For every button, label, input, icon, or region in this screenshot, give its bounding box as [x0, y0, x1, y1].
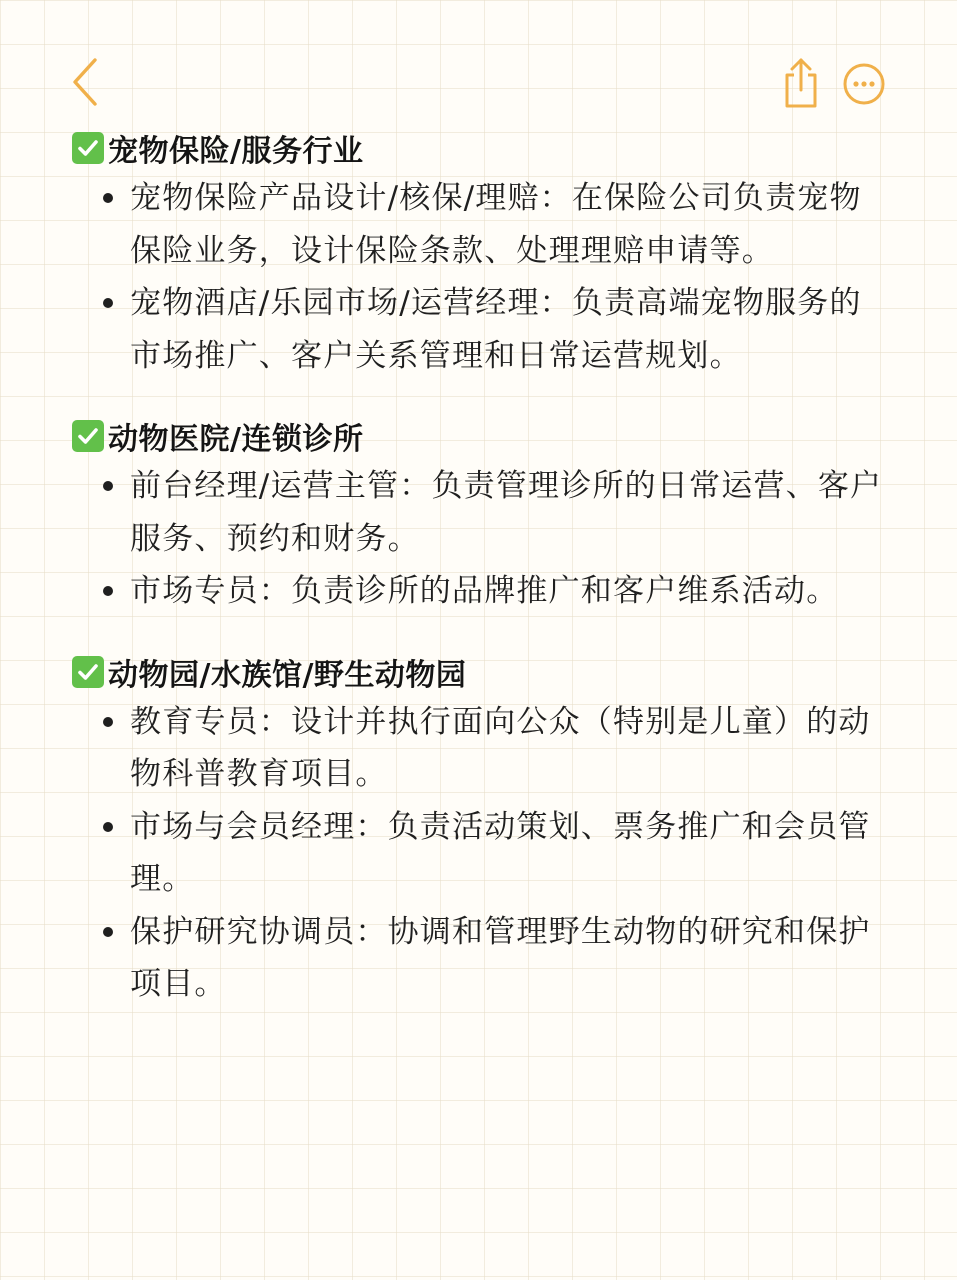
- top-bar: [0, 0, 957, 130]
- share-icon: [776, 54, 826, 112]
- section-title: [72, 124, 892, 172]
- section-pet-insurance: [72, 124, 892, 382]
- list-item-text: 保护研究协调员：协调和管理野生动物的研究和保护项目。: [130, 913, 871, 1002]
- chevron-left-icon: [62, 52, 110, 112]
- bullet-icon: [103, 193, 113, 203]
- list-item: [72, 801, 892, 906]
- check-mark-icon: [72, 132, 104, 164]
- list-item-text: 宠物保险产品设计/核保/理赔：在保险公司负责宠物保险业务，设计保险条款、处理理赔申请等。: [130, 180, 862, 269]
- bullet-list: [72, 172, 892, 382]
- section-title: [72, 648, 892, 696]
- section-title-text: 动物医院/连锁诊所: [108, 422, 364, 457]
- more-horizontal-icon: [842, 62, 886, 106]
- section-animal-hospital: [72, 412, 892, 618]
- bullet-icon: [103, 481, 113, 491]
- bullet-icon: [103, 927, 113, 937]
- list-item-text: 宠物酒店/乐园市场/运营经理：负责高端宠物服务的市场推广、客户关系管理和日常运营规划。: [130, 285, 862, 374]
- bullet-list: [72, 460, 892, 618]
- list-item-text: 前台经理/运营主管：负责管理诊所的日常运营、客户服务、预约和财务。: [130, 468, 883, 557]
- list-item: [72, 172, 892, 277]
- bullet-icon: [103, 586, 113, 596]
- list-item: [72, 696, 892, 801]
- note-body: [72, 124, 892, 1041]
- bullet-icon: [103, 298, 113, 308]
- list-item: [72, 906, 892, 1011]
- list-item: [72, 460, 892, 565]
- list-item-text: 市场专员：负责诊所的品牌推广和客户维系活动。: [130, 573, 839, 609]
- share-button[interactable]: [776, 54, 826, 112]
- list-item-text: 教育专员：设计并执行面向公众（特别是儿童）的动物科普教育项目。: [130, 703, 871, 792]
- section-title-text: 动物园/水族馆/野生动物园: [108, 657, 467, 693]
- more-options-button[interactable]: [842, 62, 886, 106]
- list-item-text: 市场与会员经理：负责活动策划、票务推广和会员管理。: [130, 808, 871, 897]
- list-item: [72, 565, 892, 618]
- back-button[interactable]: [62, 52, 110, 112]
- section-zoo: [72, 648, 892, 1011]
- check-mark-icon: [72, 656, 104, 688]
- section-title: [72, 412, 892, 460]
- list-item: [72, 277, 892, 382]
- section-title-text: 宠物保险/服务行业: [108, 134, 364, 169]
- bullet-list: [72, 696, 892, 1011]
- check-mark-icon: [72, 420, 104, 452]
- bullet-icon: [103, 717, 113, 727]
- bullet-icon: [103, 822, 113, 832]
